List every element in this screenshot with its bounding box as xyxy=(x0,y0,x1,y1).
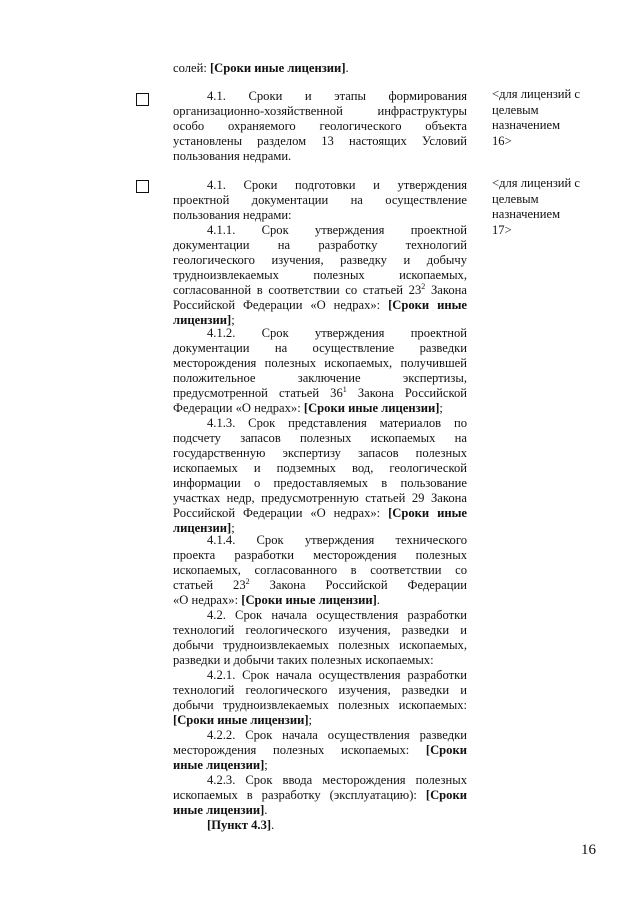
text-line xyxy=(173,283,467,298)
text-run: пользования недрами: xyxy=(173,208,292,222)
text-line xyxy=(173,758,467,773)
text-line xyxy=(173,341,467,356)
text-line xyxy=(173,668,467,683)
bold-text: [Сроки иные лицензии] xyxy=(303,401,440,415)
text-line xyxy=(173,326,467,341)
text-run: ; xyxy=(231,521,235,535)
margin-note-line: целевым xyxy=(492,102,539,117)
text-run: месторождения полезных ископаемых, получившей xyxy=(173,356,467,370)
margin-note-line: 17> xyxy=(492,222,512,237)
text-line xyxy=(173,61,467,76)
bold-text: лицензии] xyxy=(173,313,232,327)
text-run: ископаемых и подземных вод, геологической xyxy=(173,461,467,475)
text-run: 4.1. Сроки и этапы формирования xyxy=(207,89,467,103)
text-run: проекта разработки месторождения полезных xyxy=(173,548,467,562)
text-line xyxy=(173,533,467,548)
text-line xyxy=(173,623,467,638)
text-line xyxy=(173,238,467,253)
margin-note-line: <для лицензий с xyxy=(492,176,581,190)
text-run: геологического изучения, разведку и добычу xyxy=(173,253,467,267)
text-line xyxy=(173,208,467,223)
bold-text: лицензии] xyxy=(173,521,232,535)
text-run: «О недрах»: xyxy=(173,593,242,607)
text-line xyxy=(173,193,467,208)
superscript: 2 xyxy=(245,577,250,586)
text-run: 4.2. Срок начала осуществления разработки xyxy=(207,608,467,622)
text-line xyxy=(173,386,467,401)
text-line xyxy=(173,446,467,461)
bold-text: иные лицензии] xyxy=(173,803,265,817)
text-line xyxy=(173,491,467,506)
margin-note xyxy=(492,176,602,238)
text-line xyxy=(173,298,467,313)
margin-note-line: <для лицензий с xyxy=(492,87,581,101)
text-line xyxy=(173,803,467,818)
text-line xyxy=(173,461,467,476)
text-run: Федерации «О недрах»: xyxy=(173,401,304,415)
page-number: 16 xyxy=(581,842,596,858)
margin-note xyxy=(492,87,602,149)
text-line xyxy=(173,506,467,521)
text-line xyxy=(173,253,467,268)
text-line xyxy=(173,134,467,149)
bold-text: [Сроки иные лицензии] xyxy=(241,593,377,607)
text-run: 4.1.2. Срок утверждения проектной xyxy=(207,326,467,340)
text-run: ; xyxy=(231,313,235,327)
text-run: технологий геологического изучения, разведки и xyxy=(173,623,467,637)
text-run: подсчету запасов полезных ископаемых на xyxy=(173,431,467,445)
text-run: . xyxy=(345,61,349,75)
superscript: 1 xyxy=(342,385,347,394)
text-line xyxy=(173,728,467,743)
text-run: . xyxy=(271,818,275,832)
text-line xyxy=(173,356,467,371)
text-line xyxy=(173,713,467,728)
text-run: Закона Российской xyxy=(346,386,467,400)
text-line xyxy=(173,371,467,386)
text-run: . xyxy=(264,803,268,817)
margin-note-line: 16> xyxy=(492,133,512,148)
text-run: 4.2.1. Срок начала осуществления разработки xyxy=(207,668,467,682)
text-line xyxy=(173,608,467,623)
text-run: документации на разработку технологий xyxy=(173,238,467,252)
text-line xyxy=(173,416,467,431)
bold-text: иные лицензии] xyxy=(173,758,265,772)
text-line xyxy=(173,223,467,238)
text-run: технологий геологического изучения, разведки и xyxy=(173,683,467,697)
text-line xyxy=(173,593,467,608)
text-run: 4.2.3. Срок ввода месторождения полезных xyxy=(207,773,467,787)
text-run: участках недр, предусмотренную статьей 29 Закона xyxy=(173,491,467,505)
text-run: ископаемых, согласованного в соответствии со xyxy=(173,563,467,577)
text-line xyxy=(173,653,467,668)
margin-note-line: назначением xyxy=(492,207,561,221)
text-line xyxy=(173,104,467,119)
text-run: добычи трудноизвлекаемых полезных ископаемых, xyxy=(173,638,467,652)
text-run: добычи трудноизвлекаемых полезных ископаемых: xyxy=(173,698,467,712)
text-run: особо охраняемого геологического объекта xyxy=(173,119,467,133)
text-run: ; xyxy=(439,401,443,415)
text-run: Закона xyxy=(425,283,467,297)
text-run: трудноизвлекаемых полезных ископаемых, xyxy=(173,268,467,282)
bold-text: [Сроки иные xyxy=(388,506,468,520)
text-line xyxy=(173,548,467,563)
text-run: положительное заключение экспертизы, xyxy=(173,371,467,385)
text-run: 4.1.3. Срок представления материалов по xyxy=(207,416,467,430)
text-line xyxy=(173,431,467,446)
text-line xyxy=(173,578,467,593)
text-run: государственную экспертизу запасов полезных xyxy=(173,446,467,460)
bold-text: [Сроки иные лицензии] xyxy=(209,61,346,75)
text-run: солей: xyxy=(173,61,210,75)
text-line xyxy=(173,788,467,803)
text-run: 4.1. Сроки подготовки и утверждения xyxy=(207,178,467,192)
text-line xyxy=(173,698,467,713)
text-line xyxy=(173,119,467,134)
text-line xyxy=(173,89,467,104)
text-line xyxy=(173,818,467,833)
text-run: Российской Федерации «О недрах»: xyxy=(173,506,389,520)
text-run: 4.2.2. Срок начала осуществления разведки xyxy=(207,728,467,742)
bold-text: [Пункт 4.3] xyxy=(207,818,272,832)
text-run: разведки и добычи таких полезных ископаемых: xyxy=(173,653,434,667)
text-line xyxy=(173,683,467,698)
text-line xyxy=(173,268,467,283)
text-line xyxy=(173,149,467,164)
text-run: предусмотренной статьей 36 xyxy=(173,386,343,400)
text-run: Закона Российской Федерации xyxy=(249,578,467,592)
text-run: согласованной в соответствии со статьей 23 xyxy=(173,283,422,297)
text-line xyxy=(173,743,467,758)
text-run: пользования недрами. xyxy=(173,149,292,163)
text-run: месторождения полезных ископаемых: xyxy=(173,743,426,757)
text-run: Российской Федерации «О недрах»: xyxy=(173,298,389,312)
text-run: статьей 23 xyxy=(173,578,246,592)
text-line xyxy=(173,476,467,491)
text-run: ; xyxy=(308,713,313,727)
bold-text: [Сроки xyxy=(425,743,467,757)
text-run: организационно-хозяйственной инфраструктуры xyxy=(173,104,467,118)
bold-text: [Сроки иные лицензии] xyxy=(173,713,309,727)
text-line xyxy=(173,178,467,193)
bold-text: [Сроки xyxy=(425,788,467,802)
margin-note-line: назначением xyxy=(492,118,561,132)
bold-text: [Сроки иные xyxy=(388,298,468,312)
superscript: 2 xyxy=(421,282,426,291)
checkbox[interactable] xyxy=(136,93,149,106)
text-run: ископаемых в разработку (эксплуатацию): xyxy=(173,788,426,802)
text-run: информации о предоставляемых в пользование xyxy=(173,476,467,490)
text-run: проектной документации на осуществление xyxy=(173,193,467,207)
text-run: документации на осуществление разведки xyxy=(173,341,467,355)
text-run: установлены разделом 13 настоящих Условий xyxy=(173,134,467,148)
checkbox[interactable] xyxy=(136,180,149,193)
text-line xyxy=(173,401,467,416)
text-run: 4.1.1. Срок утверждения проектной xyxy=(207,223,467,237)
text-run: 4.1.4. Срок утверждения технического xyxy=(207,533,467,547)
text-line xyxy=(173,563,467,578)
text-line xyxy=(173,773,467,788)
text-line xyxy=(173,638,467,653)
margin-note-line: целевым xyxy=(492,191,539,206)
text-run: . xyxy=(376,593,380,607)
text-run: ; xyxy=(264,758,268,772)
